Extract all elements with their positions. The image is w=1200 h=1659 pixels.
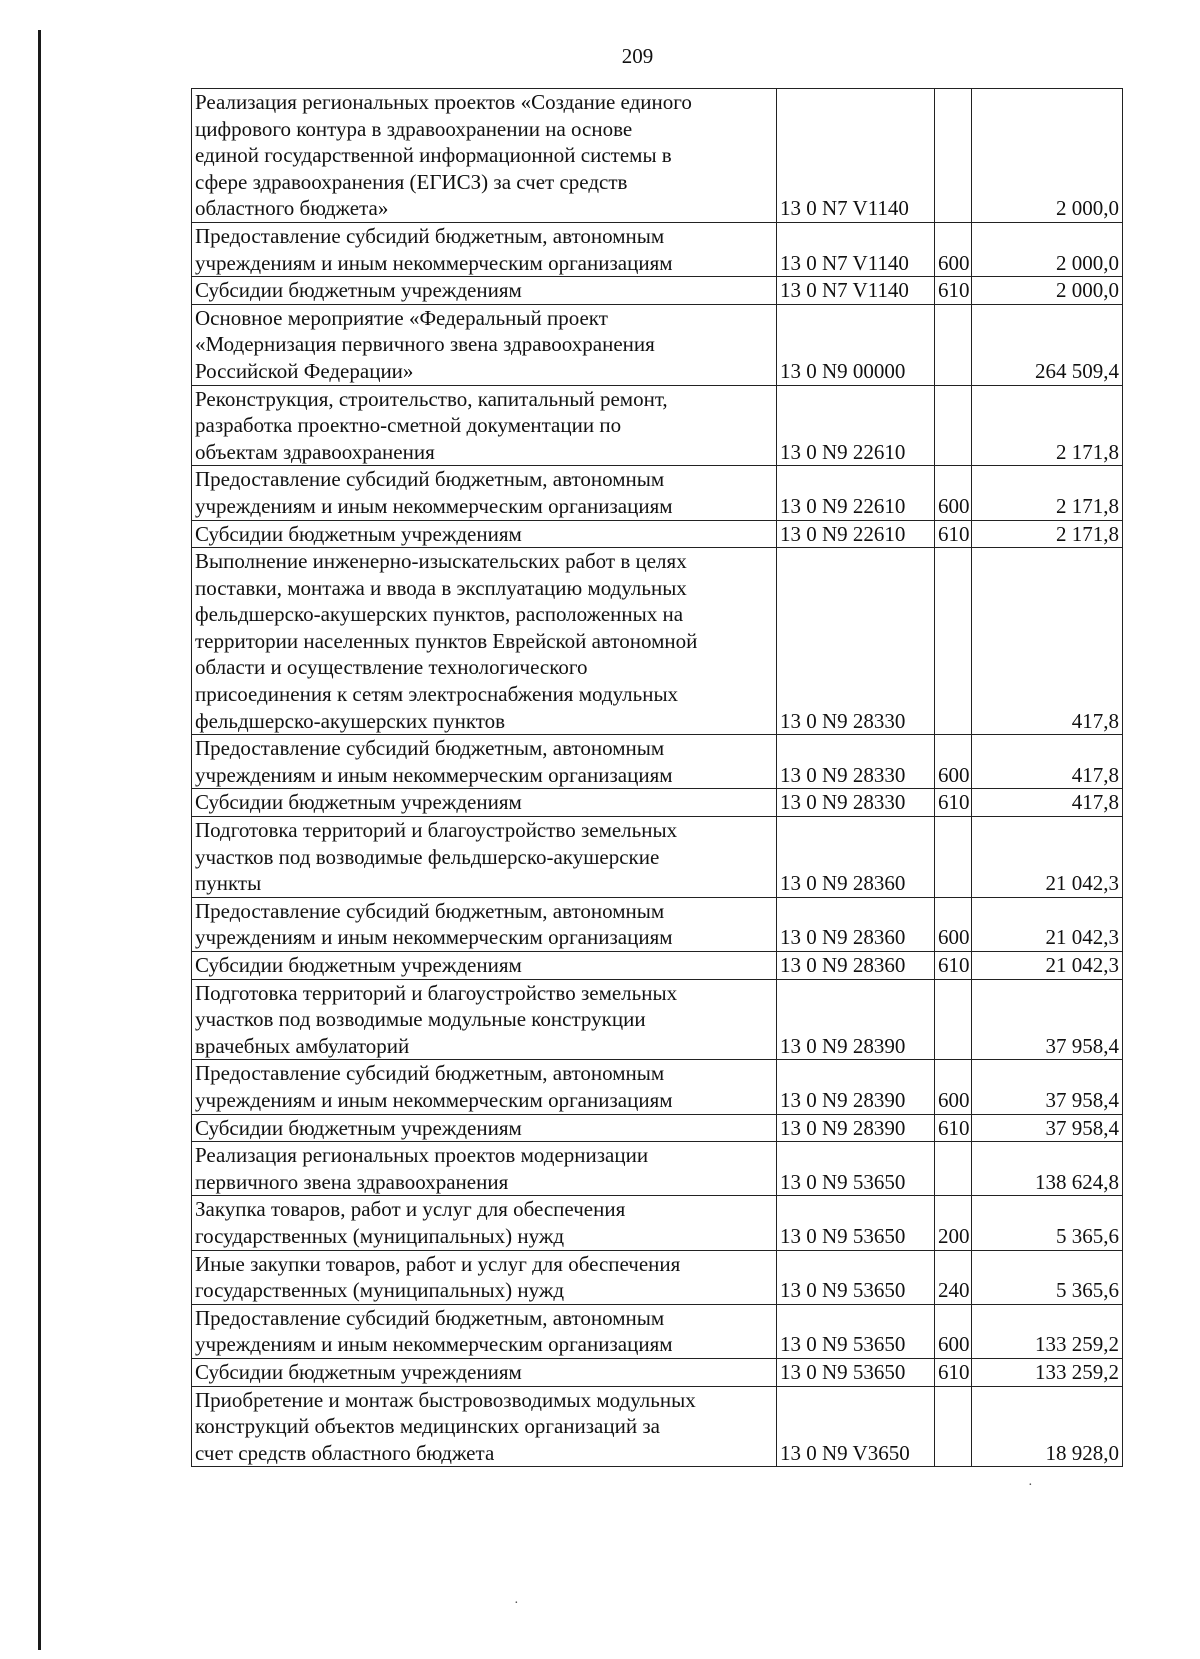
table-row xyxy=(192,385,1123,466)
expense-type-cell xyxy=(935,89,972,223)
item-name-cell: Приобретение и монтаж быстровозводимых модульных конструкций объектов медицинских организаций за счет средств областного бюджета xyxy=(192,1386,777,1467)
item-name-cell: Предоставление субсидий бюджетным, автономным учреждениям и иным некоммерческим организациям xyxy=(192,1304,777,1358)
target-code-cell: 13 0 N9 28330 xyxy=(777,789,935,817)
item-name-cell: Реализация региональных проектов «Создание единого цифрового контура в здравоохранении на основе единой государственной информационной системы в сфере здравоохранения (ЕГИСЗ) за счет средств областного бюджета» xyxy=(192,89,777,223)
table-row xyxy=(192,1358,1123,1386)
item-name-cell: Субсидии бюджетным учреждениям xyxy=(192,277,777,305)
item-name-cell: Иные закупки товаров, работ и услуг для обеспечения государственных (муниципальных) нужд xyxy=(192,1250,777,1304)
expense-type-cell: 600 xyxy=(935,897,972,951)
table-row xyxy=(192,952,1123,980)
target-code-cell: 13 0 N9 53650 xyxy=(777,1142,935,1196)
item-name-cell: Реализация региональных проектов модернизации первичного звена здравоохранения xyxy=(192,1142,777,1196)
amount-cell: 2 171,8 xyxy=(972,385,1123,466)
amount-cell: 21 042,3 xyxy=(972,952,1123,980)
table-row xyxy=(192,548,1123,735)
amount-cell: 37 958,4 xyxy=(972,1060,1123,1114)
amount-cell: 18 928,0 xyxy=(972,1386,1123,1467)
item-name-cell: Предоставление субсидий бюджетным, автономным учреждениям и иным некоммерческим организациям xyxy=(192,466,777,520)
target-code-cell: 13 0 N9 28360 xyxy=(777,897,935,951)
table-row xyxy=(192,1142,1123,1196)
expense-type-cell: 600 xyxy=(935,1060,972,1114)
item-name-cell: Реконструкция, строительство, капитальный ремонт, разработка проектно-сметной документации по объектам здравоохранения xyxy=(192,385,777,466)
item-name-cell: Субсидии бюджетным учреждениям xyxy=(192,1114,777,1142)
expense-type-cell: 240 xyxy=(935,1250,972,1304)
table-row xyxy=(192,1304,1123,1358)
table-row xyxy=(192,277,1123,305)
table-row xyxy=(192,466,1123,520)
target-code-cell: 13 0 N7 V1140 xyxy=(777,222,935,276)
amount-cell: 138 624,8 xyxy=(972,1142,1123,1196)
item-name-cell: Подготовка территорий и благоустройство земельных участков под возводимые модульные конструкции врачебных амбулаторий xyxy=(192,979,777,1060)
table-row xyxy=(192,1196,1123,1250)
target-code-cell: 13 0 N9 53650 xyxy=(777,1196,935,1250)
expense-type-cell: 610 xyxy=(935,1358,972,1386)
expense-type-cell xyxy=(935,385,972,466)
target-code-cell: 13 0 N9 53650 xyxy=(777,1358,935,1386)
target-code-cell: 13 0 N9 28330 xyxy=(777,735,935,789)
expense-type-cell: 600 xyxy=(935,1304,972,1358)
scan-edge-line xyxy=(38,30,41,1650)
page-number: 209 xyxy=(621,44,654,68)
table-row xyxy=(192,817,1123,898)
target-code-cell: 13 0 N9 28360 xyxy=(777,817,935,898)
item-name-cell: Субсидии бюджетным учреждениям xyxy=(192,1358,777,1386)
target-code-cell: 13 0 N9 53650 xyxy=(777,1304,935,1358)
expense-type-cell xyxy=(935,1142,972,1196)
budget-table-body xyxy=(192,89,1123,1467)
expense-type-cell xyxy=(935,817,972,898)
amount-cell: 264 509,4 xyxy=(972,304,1123,385)
item-name-cell: Закупка товаров, работ и услуг для обеспечения государственных (муниципальных) нужд xyxy=(192,1196,777,1250)
amount-cell: 417,8 xyxy=(972,735,1123,789)
target-code-cell: 13 0 N9 22610 xyxy=(777,520,935,548)
amount-cell: 37 958,4 xyxy=(972,979,1123,1060)
expense-type-cell xyxy=(935,304,972,385)
table-row xyxy=(192,735,1123,789)
expense-type-cell: 610 xyxy=(935,1114,972,1142)
table-row xyxy=(192,897,1123,951)
table-row xyxy=(192,304,1123,385)
amount-cell: 133 259,2 xyxy=(972,1304,1123,1358)
item-name-cell: Подготовка территорий и благоустройство земельных участков под возводимые фельдшерско-акушерские пункты xyxy=(192,817,777,898)
target-code-cell: 13 0 N9 22610 xyxy=(777,385,935,466)
target-code-cell: 13 0 N9 00000 xyxy=(777,304,935,385)
target-code-cell: 13 0 N7 V1140 xyxy=(777,89,935,223)
table-row xyxy=(192,789,1123,817)
expense-type-cell: 610 xyxy=(935,952,972,980)
target-code-cell: 13 0 N7 V1140 xyxy=(777,277,935,305)
target-code-cell: 13 0 N9 V3650 xyxy=(777,1386,935,1467)
expense-type-cell xyxy=(935,548,972,735)
amount-cell: 2 171,8 xyxy=(972,466,1123,520)
amount-cell: 5 365,6 xyxy=(972,1250,1123,1304)
target-code-cell: 13 0 N9 28360 xyxy=(777,952,935,980)
item-name-cell: Субсидии бюджетным учреждениям xyxy=(192,952,777,980)
amount-cell: 2 000,0 xyxy=(972,277,1123,305)
amount-cell: 2 000,0 xyxy=(972,222,1123,276)
item-name-cell: Предоставление субсидий бюджетным, автономным учреждениям и иным некоммерческим организациям xyxy=(192,735,777,789)
budget-table xyxy=(191,88,1123,1467)
target-code-cell: 13 0 N9 53650 xyxy=(777,1250,935,1304)
item-name-cell: Субсидии бюджетным учреждениям xyxy=(192,789,777,817)
expense-type-cell: 600 xyxy=(935,222,972,276)
expense-type-cell: 200 xyxy=(935,1196,972,1250)
item-name-cell: Выполнение инженерно-изыскательских работ в целях поставки, монтажа и ввода в эксплуатацию модульных фельдшерско-акушерских пунктов, расположенных на территории населенных пунктов Еврейской автономной области и осуществление технологического присоединения к сетям электроснабжения модульных фельдшерско-акушерских пунктов xyxy=(192,548,777,735)
table-row xyxy=(192,1386,1123,1467)
amount-cell: 5 365,6 xyxy=(972,1196,1123,1250)
amount-cell: 417,8 xyxy=(972,789,1123,817)
amount-cell: 2 171,8 xyxy=(972,520,1123,548)
target-code-cell: 13 0 N9 28390 xyxy=(777,979,935,1060)
table-row xyxy=(192,222,1123,276)
expense-type-cell xyxy=(935,979,972,1060)
expense-type-cell: 600 xyxy=(935,466,972,520)
table-row xyxy=(192,520,1123,548)
table-row xyxy=(192,1250,1123,1304)
amount-cell: 2 000,0 xyxy=(972,89,1123,223)
expense-type-cell: 610 xyxy=(935,277,972,305)
item-name-cell: Основное мероприятие «Федеральный проект «Модернизация первичного звена здравоохранения Российской Федерации» xyxy=(192,304,777,385)
scan-speck: · xyxy=(514,1596,519,1611)
target-code-cell: 13 0 N9 28390 xyxy=(777,1114,935,1142)
target-code-cell: 13 0 N9 28390 xyxy=(777,1060,935,1114)
item-name-cell: Предоставление субсидий бюджетным, автономным учреждениям и иным некоммерческим организациям xyxy=(192,897,777,951)
target-code-cell: 13 0 N9 22610 xyxy=(777,466,935,520)
amount-cell: 37 958,4 xyxy=(972,1114,1123,1142)
expense-type-cell: 600 xyxy=(935,735,972,789)
table-row xyxy=(192,979,1123,1060)
scan-speck: · xyxy=(1028,1478,1033,1493)
target-code-cell: 13 0 N9 28330 xyxy=(777,548,935,735)
table-row xyxy=(192,1114,1123,1142)
item-name-cell: Предоставление субсидий бюджетным, автономным учреждениям и иным некоммерческим организациям xyxy=(192,1060,777,1114)
item-name-cell: Субсидии бюджетным учреждениям xyxy=(192,520,777,548)
expense-type-cell: 610 xyxy=(935,520,972,548)
expense-type-cell xyxy=(935,1386,972,1467)
expense-type-cell: 610 xyxy=(935,789,972,817)
amount-cell: 133 259,2 xyxy=(972,1358,1123,1386)
table-row xyxy=(192,89,1123,223)
item-name-cell: Предоставление субсидий бюджетным, автономным учреждениям и иным некоммерческим организациям xyxy=(192,222,777,276)
amount-cell: 21 042,3 xyxy=(972,897,1123,951)
amount-cell: 417,8 xyxy=(972,548,1123,735)
amount-cell: 21 042,3 xyxy=(972,817,1123,898)
table-row xyxy=(192,1060,1123,1114)
